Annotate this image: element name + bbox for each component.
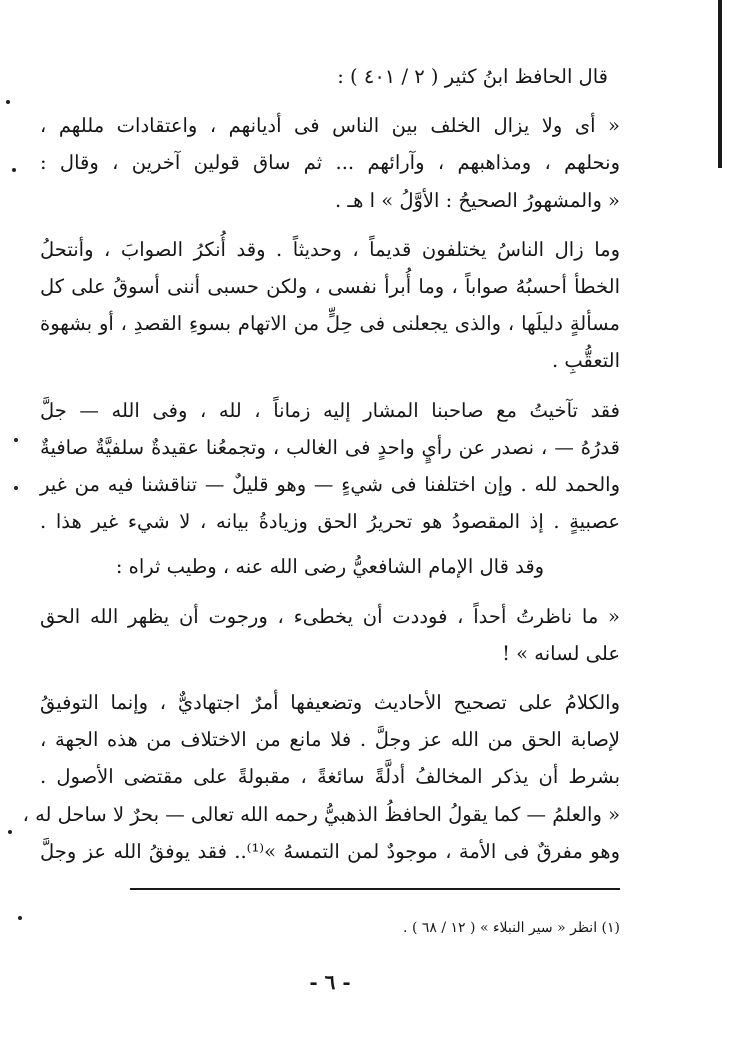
text-line: « ما ناظرتُ أحداً ، فوددت أن يخطىء ، ورجوت أن يظهر الله الحق [40, 604, 620, 628]
text-line: والكلامُ على تصحيح الأحاديث وتضعيفها أمرٌ اجتهاديٌّ ، وإنما التوفيقُ [40, 691, 620, 715]
text-line: التعقُّبِ . [551, 349, 620, 373]
text-line: وهو مفرقٌ فى الأمة ، موجودٌ لمن التمسهُ »⁽¹⁾.. فقد يوفقُ الله عز وجلَّ [40, 839, 620, 863]
text-line: « أى ولا يزال الخلف بين الناس فى أديانهم ، واعتقادات مللهم ، [40, 114, 620, 138]
paragraph-gap [40, 672, 620, 684]
paragraph-hadith-grading [22, 684, 620, 870]
scan-speck [18, 916, 22, 920]
paragraph-people-differ [40, 231, 620, 380]
text-line: وما زال الناسُ يختلفون قديماً ، وحديثاً . وقد أُنكرُ الصوابَ ، وأنتحلُ [40, 237, 620, 261]
scan-speck [12, 168, 16, 172]
scan-speck [14, 486, 18, 490]
text-line: الخطأ أحسبُهُ صواباً ، وما أُبرأ نفسى ، ولكن حسبى أننى أسوقُ على كل [40, 275, 620, 299]
page-number: - ٦ - [309, 970, 351, 994]
paragraph-brotherhood [40, 392, 620, 541]
text-line: على لسانه » ! [502, 641, 620, 665]
page-edge-bar [718, 0, 722, 168]
quote-ibn-kathir [40, 107, 620, 219]
paragraph-gap [40, 586, 620, 598]
text-line: مسألةٍ دليلَها ، والذى يجعلنى فى حِلٍّ من الاتهام بسوءِ القصدِ ، أو بشهوة [40, 312, 620, 336]
paragraph-gap [40, 95, 620, 107]
paragraph-gap [40, 540, 620, 548]
quote-shafii [40, 598, 620, 672]
text-line: عصبيةٍ . إذ المقصودُ هو تحريرُ الحق وزيادةُ بيانه ، لا شيء غير هذا . [40, 510, 620, 534]
text-line: والحمد لله . وإن اختلفنا فى شيءٍ — وهو قليلٌ — تناقشنا فيه من غير [40, 473, 620, 497]
intro-shafii: وقد قال الإمام الشافعيُّ رضى الله عنه ، وطيب ثراه : [115, 555, 545, 579]
text-line: فقد تآخيتُ مع صاحبنا المشار إليه زماناً ، لله ، وفى الله — جلَّ [40, 398, 620, 422]
section-heading: قال الحافظ ابنُ كثير ( ٢ / ٤٠١ ) : [337, 65, 608, 88]
footnote-divider [130, 888, 620, 890]
paragraph-gap [40, 219, 620, 231]
text-line: ونحلهم ، ومذاهبهم ، وآرائهم ... ثم ساق قولين آخرين ، وقال : [40, 151, 620, 175]
text-line: « والمشهورُ الصحيحُ : الأوَّلُ » ا هـ . [334, 188, 620, 212]
text-line: لإصابة الحق من الله عز وجلَّ . فلا مانع من الاختلاف من هذه الجهة ، [40, 728, 620, 752]
text-line: قدرُهُ — ، نصدر عن رأيٍ واحدٍ فى الغالب ، وتجمعُنا عقيدةٌ سلفيَّةٌ صافيةٌ [40, 435, 620, 459]
text-line: « والعلمُ — كما يقولُ الحافظُ الذهبيُّ رحمه الله تعالى — بحرٌ لا ساحل له ، [22, 802, 620, 826]
scan-speck [6, 100, 10, 104]
text-line: بشرط أن يذكر المخالفُ أدلَّةً سائغةً ، مقبولةً على مقتضى الأصول . [40, 765, 620, 789]
page-text-block [22, 58, 620, 870]
paragraph-gap [40, 380, 620, 392]
scan-speck [8, 830, 12, 834]
scan-speck [14, 438, 18, 442]
footnote: (١) انظر « سير النبلاء » ( ١٢ / ٦٨ ) . [403, 920, 620, 936]
